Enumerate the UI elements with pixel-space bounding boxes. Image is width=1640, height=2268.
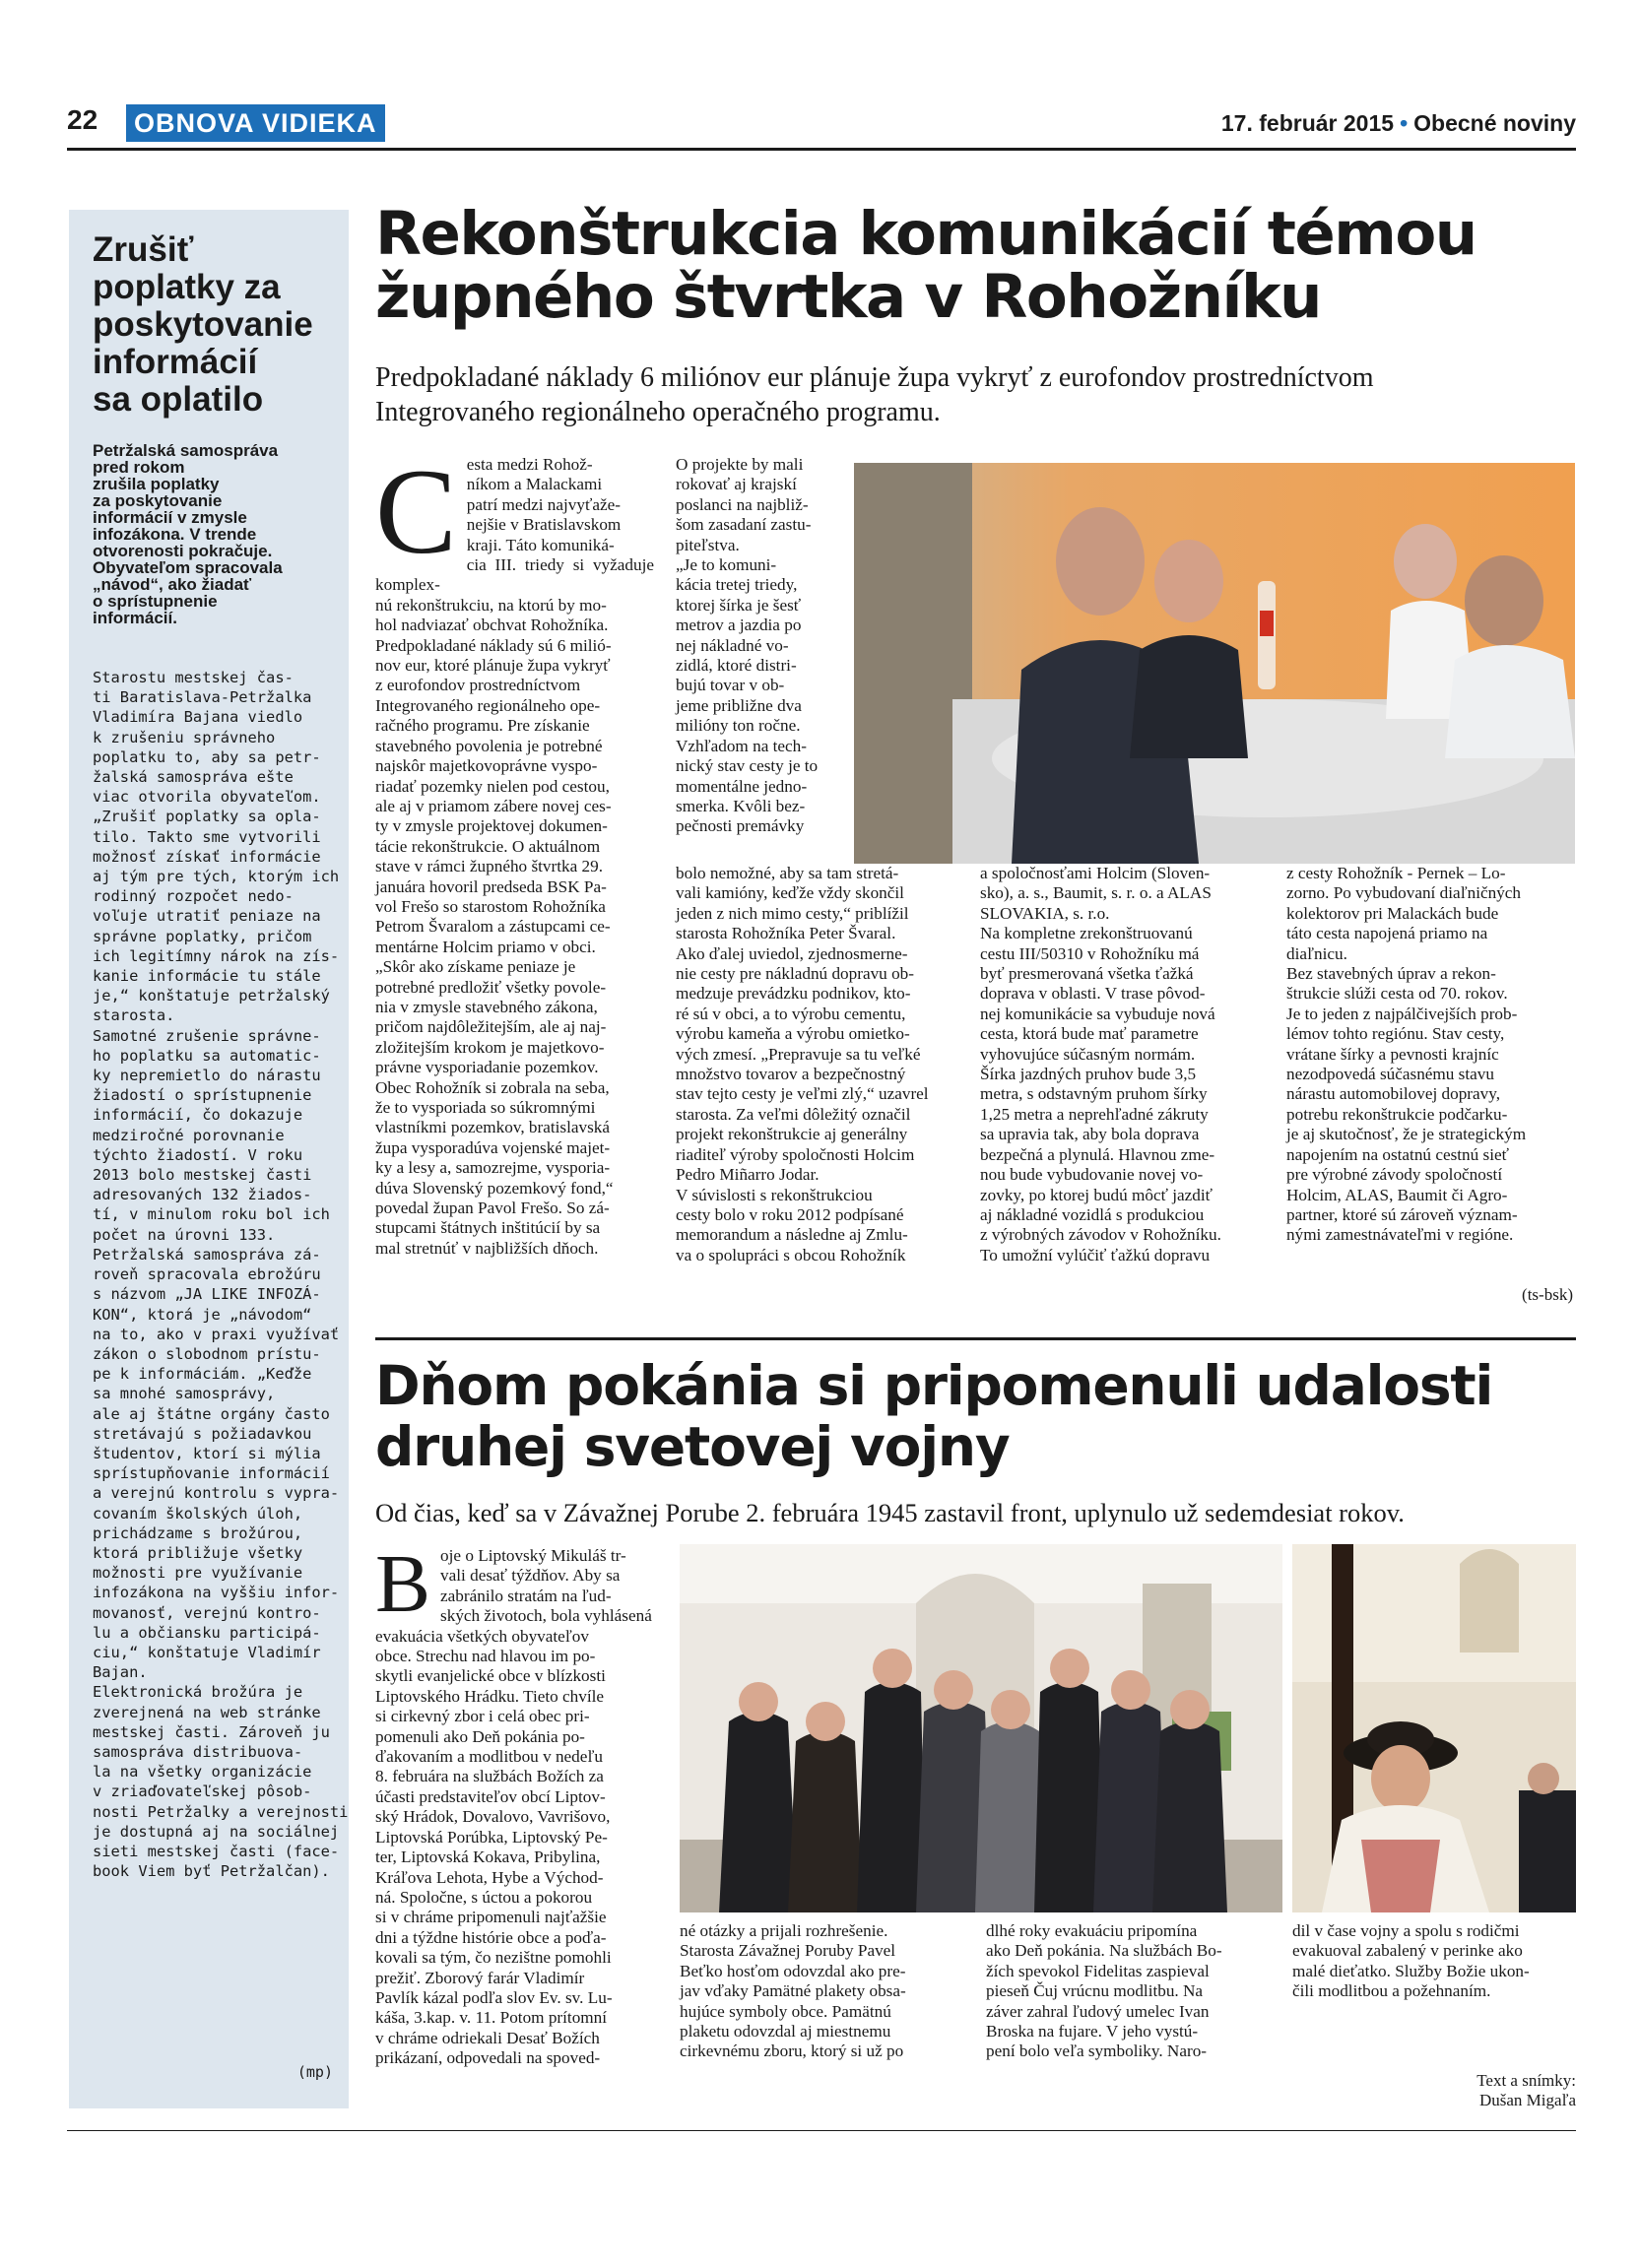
article1-col1-text: esta medzi Rohož- níkom a Malackami patrí medzi najvyťaže- nejšie v Bratislavskom kraji. Táto komuniká- cia III. triedy si vyžaduje komplex- nú rekonštrukciu, na ktorú by mo- hol nadviazať obchvat Rohožníka. Predpokladané náklady sú 6 milió- nov eur, ktoré plánuje župa vykryť z eurofondov prostredníctvom Integrovaného regionálneho ope- račného programu. Pre získanie stavebného povolenia je potrebné najskôr majetkovoprávne vyspo- riadať pozemky nielen pod cestou, ale aj v priamom zábere novej ces- ty v zmysle projektovej dokumen- tácie rekonštrukcie. O aktuálnom stave v rámci župného štvrtka 29. januára hovoril predseda BSK Pa- vol Frešo so starostom Rohožníka Petrom Švaralom a zástupcami ce- mentárne Holcim priamo v obci. „Skôr ako získame peniaze je potrebné predložiť všetky povole- nia v zmysle stavebného zákona, pričom najdôležitejším, ale aj naj- zložitejším krokom je majetkovo- právne vysporiadanie pozemkov. Obec Rohožník si zobrala na seba, že to vysporiada so súkromnými vlastníkmi pozemkov, bratislavská župa vysporadúva vojenské majet- ky a lesy a, samozrejme, vysporia- dúva Slovenský pozemkový fond,“ povedal župan Pavol Frešo. So zá- stupcami štátnych inštitúcií by sa mal stretnúť v najbližších dňoch. <box>375 455 654 1258</box>
article2-column-4: dil v čase vojny a spolu s rodičmi evakuoval zabalený v perinke ako malé dieťatko. Služby Božie ukon- čili modlitbou a požehnaním. <box>1292 1921 1530 2001</box>
dateline <box>1221 110 1576 137</box>
article-divider <box>375 1337 1576 1340</box>
sidebar-signature: (mp) <box>296 2063 333 2081</box>
meeting-photo <box>854 463 1575 864</box>
article2-column-2: né otázky a prijali rozhrešenie. Starosta Závažnej Poruby Pavel Beťko hosťom odovzdal ako pre- jav vďaky Pamätné plakety obsa- hujúce symboly obce. Pamätnú plaketu odovzdal aj miestnemu cirkevnému zboru, ktorý si už po <box>680 1921 906 2061</box>
article1-signature: (ts-bsk) <box>1522 1285 1573 1304</box>
article1-dropcap: C <box>375 444 457 579</box>
page-header <box>67 102 1576 150</box>
meeting-photo-image <box>854 463 1575 864</box>
sidebar-lead: Petržalská samospráva pred rokom zrušila poplatky za poskytovanie informácií v zmysle infozákona. V trende otvorenosti pokračuje. Obyvateľom spracovala „návod“, ako žiadať o sprístupnenie informácií. <box>93 441 283 627</box>
publication-name: Obecné noviny <box>1413 110 1576 136</box>
article2-column-1 <box>375 1538 665 2069</box>
article1-lead: Predpokladané náklady 6 miliónov eur plánuje župa vykryť z eurofondov prostredníctvom Integrovaného regionálneho operačného programu. <box>375 362 1374 427</box>
article1-headline: Rekonštrukcia komunikácií témou župného štvrtka v Rohožníku <box>375 199 1476 332</box>
article2-col1-text: oje o Liptovský Mikuláš tr- vali desať týždňov. Aby sa zabránilo stratám na ľud- ských životoch, bola vyhlásená evakuácia všetkých obyvateľov obce. Strechu nad hlavou im po- skytli evanjelické obce v blízkosti Liptovského Hrádku. Tieto chvíle si cirkevný zbor i celá obec pri- pomenuli ako Deň pokánia po- ďakovaním a modlitbou v nedeľu 8. februára na službách Božích za účasti predstaviteľov obcí Liptov- ský Hrádok, Dovalovo, Vavrišovo, Liptovská Porúbka, Liptovský Pe- ter, Liptovská Kokava, Pribylina, Kráľova Lehota, Hybe a Východ- ná. Spoločne, s úctou a pokorou si v chráme pripomenuli najťažšie dni a týždne histórie obce a poďa- kovali sa tým, čo nezištne pomohli prežiť. Zborový farár Vladimír Pavlík kázal podľa slov Ev. sv. Lu- káša, 3.kap. v. 11. Potom prítomní v chráme odriekali Desať Božích prikázaní, odpovedali na spoved- <box>375 1546 652 2068</box>
fujara-player-photo <box>1292 1544 1576 1912</box>
sidebar-body: Starostu mestskej čas- ti Baratislava-Petržalka Vladimíra Bajana viedlo k zrušeniu správneho poplatku to, aby sa petr- žalská samospráva ešte viac otvorila obyvateľom. „Zrušiť poplatky sa opla- tilo. Takto sme vytvorili možnosť získať informácie aj tým pre tých, ktorým ich rodinný rozpočet nedo- voľuje utratiť peniaze na správne poplatky, pričom ich legitímny nárok na zís- kanie informácie tu stále je,“ konštatuje petržalský starosta. Samotné zrušenie správne- ho poplatku sa automatic- ky nepremietlo do nárastu žiadostí o sprístupnenie informácií, čo dokazuje medziročné porovnanie týchto žiadostí. V roku 2013 bolo mestskej časti adresovaných 132 žiados- tí, v minulom roku bol ich počet na úrovni 133. Petržalská samospráva zá- roveň spracovala ebrožúru s názvom „JA LIKE INFOZÁ- KON“, ktorá je „návodom“ na to, ako v praxi využívať zákon o slobodnom prístu- pe k informáciám. „Keďže sa mnohé samosprávy, ale aj štátne orgány často stretávajú s požiadavkou študentov, ktorí si mýlia sprístupňovanie informácií a verejnú kontrolu s vypra- covaním školských úloh, prichádzame s brožúrou, ktorá približuje všetky možnosti pre využívanie infozákona na vyššiu infor- movanosť, verejnú kontro- lu a občiansku participá- ciu,“ konštatuje Vladimír Bajan. Elektronická brožúra je zverejnená na web stránke mestskej časti. Zároveň ju samospráva distribuova- la na všetky organizácie v zriaďovateľskej pôsob- nosti Petržalky a verejnosti je dostupná aj na sociálnej sieti mestskej časti (face- book Viem byť Petržalčan). <box>93 669 349 1881</box>
sidebar-box <box>69 210 349 2108</box>
article1-column-2-bottom: bolo nemožné, aby sa tam stretá- vali kamióny, keďže vždy skončil jeden z nich mimo cesty,“ priblížil starosta Rohožníka Peter Švaral. Ako ďalej uviedol, zjednosmerne- nie cesty pre nákladnú dopravu ob- medzuje prevádzku podnikov, kto- ré sú v obci, a to výrobu cementu, výrobu kameňa a výrobu omietko- vých zmesí. „Prepravuje sa tu veľké množstvo tovarov a bezpečnostný stav tejto cesty je veľmi zlý,“ uzavrel starosta. Za veľmi dôležitý označil projekt rekonštrukcie aj generálny riaditeľ výroby spoločnosti Holcim Pedro Miñarro Jodar. V súvislosti s rekonštrukciou cesty bolo v roku 2012 podpísané memorandum a následne aj Zmlu- va o spolupráci s obcou Rohožník <box>676 864 929 1264</box>
issue-date: 17. február 2015 <box>1220 110 1395 136</box>
header-rule <box>67 148 1576 151</box>
article2-headline: Dňom pokánia si pripomenuli udalosti druhej svetovej vojny <box>375 1354 1493 1478</box>
footer-rule <box>67 2130 1576 2131</box>
article2-column-3: dlhé roky evakuáciu pripomína ako Deň pokánia. Na službách Bo- žích spevokol Fidelitas zaspieval pieseň Čuj vrúcnu modlitbu. Na záver zahral ľudový umelec Ivan Broska na fujare. V jeho vystú- pení bolo veľa symboliky. Naro- <box>986 1921 1222 2061</box>
sidebar-headline: Zrušiť poplatky za poskytovanie informácií sa oplatilo <box>93 230 313 419</box>
page-number: 22 <box>67 104 98 135</box>
bullet-separator: • <box>1400 110 1409 136</box>
article1-column-2-top: O projekte by mali rokovať aj krajskí poslanci na najbliž- šom zasadaní zastu- piteľstva. „Je to komuni- kácia tretej triedy, ktorej šírka je šesť metrov a jazdia po nej nákladné vo- zidlá, ktoré distri- bujú tovar v ob- jeme približne dva milióny ton ročne. Vzhľadom na tech- nický stav cesty je to momentálne jedno- smerka. Kvôli bez- pečnosti premávky <box>676 455 819 836</box>
article1-column-4: z cesty Rohožník - Pernek – Lo- zorno. Po vybudovaní diaľničných kolektorov pri Malackách bude táto cesta napojená priamo na diaľnicu. Bez stavebných úprav a rekon- štrukcie slúži cesta od 70. rokov. Je to jeden z najpálčivejších prob- lémov tohto regiónu. Stav cesty, vrátane šírky a pevnosti krajníc nezodpovedá súčasnému stavu nárastu automobilovej dopravy, potrebu rekonštrukcie podčarku- je aj skutočnosť, že je strategickým napojením na ostatnú cestnú sieť pre výrobné závody spoločností Holcim, ALAS, Baumit či Agro- partner, ktoré sú zároveň význam- nými zamestnávateľmi v regióne. <box>1286 864 1527 1245</box>
article2-dropcap: B <box>375 1538 431 1630</box>
article2-lead: Od čias, keď sa v Závažnej Porube 2. februára 1945 zastavil front, uplynulo už sedemdesiat rokov. <box>375 1498 1405 1527</box>
article1-column-1 <box>375 444 654 1259</box>
group-photo <box>680 1544 1282 1912</box>
article1-column-3: a spoločnosťami Holcim (Sloven- sko), a. s., Baumit, s. r. o. a ALAS SLOVAKIA, s. r.o. Na kompletne zrekonštruovanú cestu III/50310 v Rohožníku má byť presmerovaná všetka ťažká doprava v oblasti. V trase pôvod- nej komunikácie sa vybuduje nová cesta, ktorá bude mať parametre vyhovujúce súčasným normám. Šírka jazdných pruhov bude 3,5 metra, s odstavným pruhom šírky 1,25 metra a neprehľadné zákruty sa upravia tak, aby bola doprava bezpečná a plynulá. Hlavnou zme- nou bude vybudovanie novej vo- zovky, po ktorej budú môcť jazdiť aj nákladné vozidlá s produkciou z výrobných závodov v Rohožníku. To umožní vylúčiť ťažkú dopravu <box>980 864 1221 1264</box>
article2-signature: Text a snímky: Dušan Migaľa <box>1476 2071 1576 2110</box>
group-photo-image <box>680 1544 1282 1912</box>
section-label: OBNOVA VIDIEKA <box>126 104 385 142</box>
fujara-player-photo-image <box>1292 1544 1576 1912</box>
